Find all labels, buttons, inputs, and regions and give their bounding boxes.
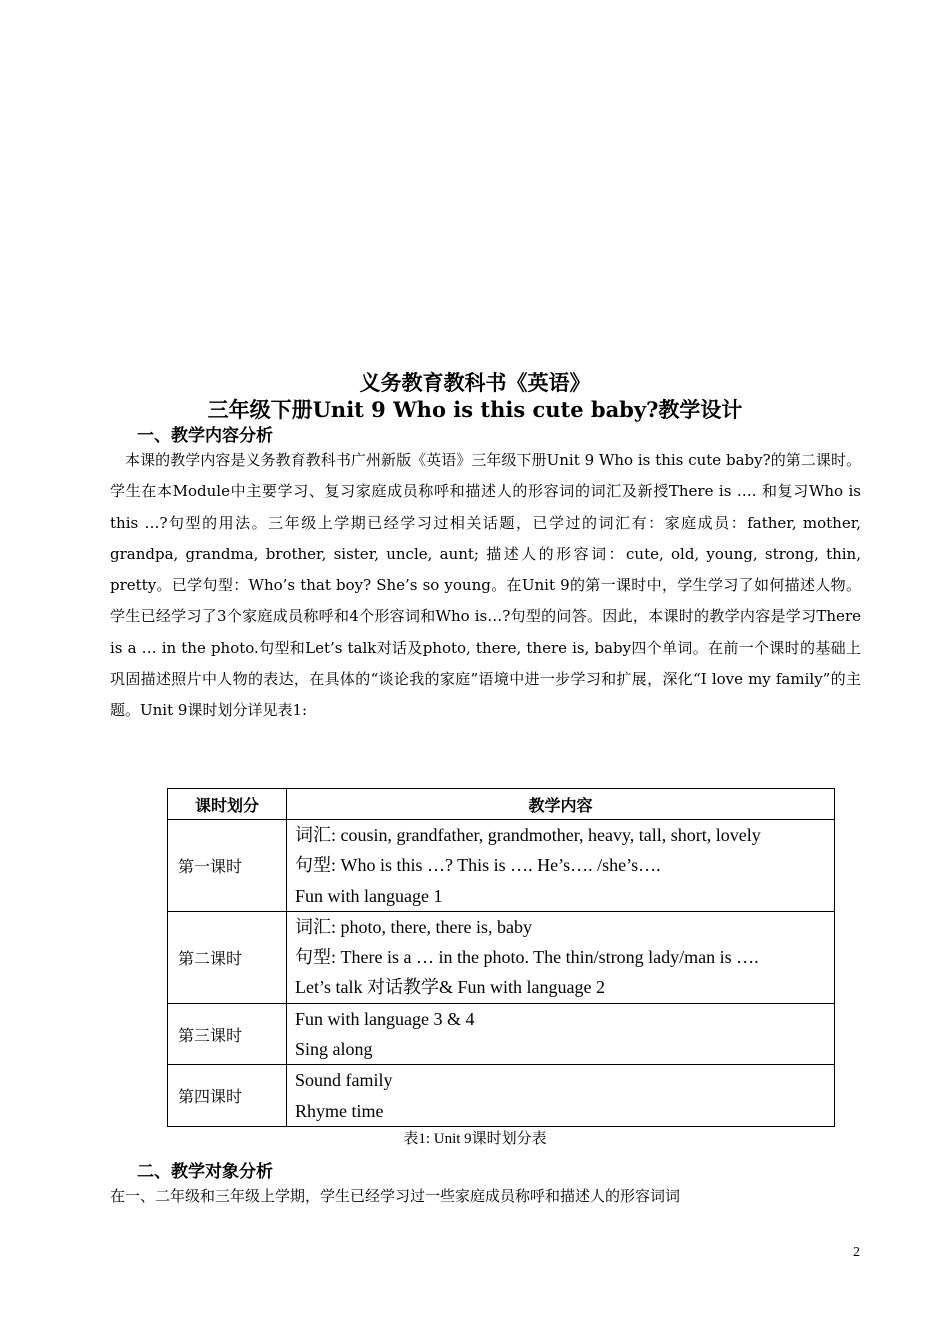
- content-line: Fun with language 3 & 4: [295, 1008, 475, 1029]
- content-line: Fun with language 1: [295, 885, 443, 906]
- section-1-heading: 一、教学内容分析: [137, 426, 273, 446]
- content-line: 词汇: cousin, grandfather, grandmother, heavy, tall, short, lovely: [295, 825, 761, 845]
- header-session-cell: 课时划分: [168, 789, 287, 820]
- lesson-plan-table: [167, 788, 835, 1127]
- table-row: [168, 911, 835, 1003]
- content-cell: [287, 1065, 835, 1127]
- content-line: Rhyme time: [295, 1100, 384, 1121]
- session-cell: 第一课时: [168, 820, 287, 912]
- session-cell: 第三课时: [168, 1003, 287, 1065]
- content-line: Let’s talk 对话教学& Fun with language 2: [295, 977, 605, 998]
- table-header-row: [168, 789, 835, 820]
- document-subtitle: 三年级下册Unit 9 Who is this cute baby?教学设计: [207, 397, 743, 422]
- table-caption: 表1: Unit 9课时划分表: [403, 1131, 547, 1147]
- header-content-cell: 教学内容: [287, 789, 835, 820]
- content-line: Sound family: [295, 1070, 393, 1091]
- page-number: 2: [853, 1245, 860, 1260]
- session-cell: 第二课时: [168, 911, 287, 1003]
- content-line: 句型: There is a … in the photo. The thin/strong lady/man is ….: [295, 947, 759, 968]
- content-line: 词汇: photo, there, there is, baby: [295, 916, 532, 937]
- table-row: [168, 1065, 835, 1127]
- table-row: [168, 820, 835, 912]
- content-cell: [287, 820, 835, 912]
- section-2-paragraph: 在一、二年级和三年级上学期，学生已经学习过一些家庭成员称呼和描述人的形容词词: [110, 1187, 681, 1205]
- content-line: Sing along: [295, 1039, 373, 1060]
- content-line: 句型: Who is this …? This is …. He’s…. /she’s….: [295, 855, 661, 876]
- table-row: [168, 1003, 835, 1065]
- content-cell: [287, 1003, 835, 1065]
- content-cell: [287, 911, 835, 1003]
- document-title: 义务教育教科书《英语》: [359, 370, 591, 395]
- section-2-heading: 二、教学对象分析: [137, 1162, 273, 1182]
- section-1-paragraph: 本课的教学内容是义务教育教科书广州新版《英语》三年级下册Unit 9 Who is this cute baby?的第二课时。学生在本Module中主要学习、复习家庭成员称呼和描述人的形容词的词汇及新授There is …. 和复习Who is this …?句型的用法。三年级上学期已经学习过相关话题，已学过的词汇有：家庭成员：father, mother, grandpa, grandma, brother, sister, uncle, aunt; 描述人的形容词：cute, old, young, strong, thin, pretty。已学句型：Who’s that boy? She’s so young。在Unit 9的第一课时中，学生学习了如何描述人物。学生已经学习了3个家庭成员称呼和4个形容词和Who is…?句型的问答。因此，本课时的教学内容是学习There is a … in the photo.句型和Let’s talk对话及photo, there, there is, baby四个单词。在前一个课时的基础上巩固描述照片中人物的表达，在具体的“谈论我的家庭”语境中进一步学习和扩展，深化“I love my family”的主题。Unit 9课时划分详见表1:: [110, 451, 861, 720]
- session-cell: 第四课时: [168, 1065, 287, 1127]
